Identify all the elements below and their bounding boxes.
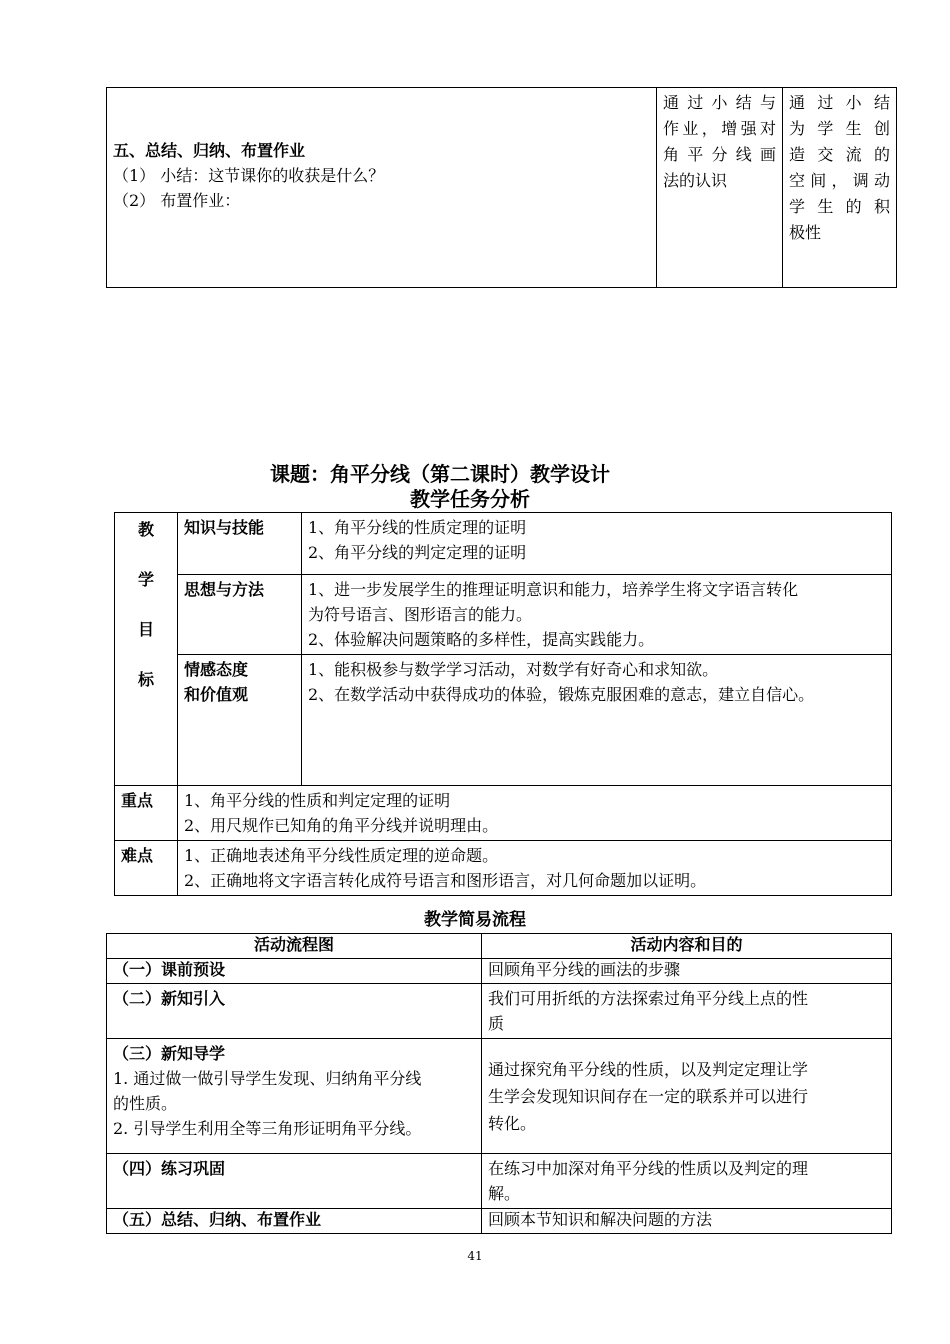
teaching-goal-label: 教 学 目 标	[115, 513, 178, 786]
goal-content: 1、进一步发展学生的推理证明意识和能力，培养学生将文字语言转化 为符号语言、图形语言的能力。 2、体验解决问题策略的多样性，提高实践能力。	[302, 575, 892, 655]
flow-title: 教学简易流程	[424, 910, 526, 930]
intent-line: 极性	[789, 223, 822, 242]
goal-category-label: 情感态度 和价值观	[178, 655, 302, 786]
summary-intent-cell	[783, 88, 897, 288]
difficulties-label: 难点	[115, 841, 178, 896]
flow-content: 回顾本节知识和解决问题的方法	[482, 1209, 892, 1234]
flow-header: 活动内容和目的	[482, 934, 892, 959]
flow-stage: （二）新知引入	[107, 984, 482, 1039]
top-summary-table	[106, 87, 897, 288]
flow-content: 通过探究角平分线的性质，以及判定定理让学 生学会发现知识间存在一定的联系并可以进行 转化。	[482, 1039, 892, 1154]
flow-stage: （三）新知导学	[113, 1044, 226, 1063]
flow-header: 活动流程图	[107, 934, 482, 959]
flow-stage: （四）练习巩固	[107, 1154, 482, 1209]
summary-purpose-cell	[657, 88, 783, 288]
page-number: 41	[467, 1249, 483, 1263]
summary-heading: 五、总结、归纳、布置作业	[113, 141, 306, 160]
intent-line: 为学生创	[789, 119, 890, 138]
summary-cell	[107, 88, 657, 288]
difficulties-content: 1、正确地表述角平分线性质定理的逆命题。 2、正确地将文字语言转化成符号语言和图形语言，对几何命题加以证明。	[178, 841, 892, 896]
purpose-line: 角平分线画	[663, 145, 776, 164]
purpose-line: 通过小结与	[663, 93, 776, 112]
goal-category-label: 思想与方法	[178, 575, 302, 655]
flow-content: 我们可用折纸的方法探索过角平分线上点的性 质	[482, 984, 892, 1039]
intent-line: 学生的积	[789, 197, 890, 216]
flow-content: 回顾角平分线的画法的步骤	[482, 959, 892, 984]
purpose-line: 作业，增强对	[663, 119, 776, 138]
key-points-content: 1、角平分线的性质和判定定理的证明 2、用尺规作已知角的角平分线并说明理由。	[178, 786, 892, 841]
summary-item: （2） 布置作业：	[113, 191, 241, 210]
intent-line: 通过小结	[789, 93, 890, 112]
intent-line: 造交流的	[789, 145, 890, 164]
page-title: 课题：角平分线（第二课时）教学设计	[270, 462, 610, 486]
purpose-line: 法的认识	[663, 171, 728, 190]
flow-stage: （五）总结、归纳、布置作业	[107, 1209, 482, 1234]
section-subtitle: 教学任务分析	[410, 487, 530, 511]
flow-table	[106, 933, 892, 1234]
flow-stage-detailed: （三）新知导学 1. 通过做一做引导学生发现、归纳角平分线 的性质。 2. 引导学生利用全等三角形证明角平分线。	[107, 1039, 482, 1154]
task-analysis-table	[114, 512, 892, 896]
flow-stage: （一）课前预设	[107, 959, 482, 984]
flow-content: 在练习中加深对角平分线的性质以及判定的理 解。	[482, 1154, 892, 1209]
goal-category-label: 知识与技能	[178, 513, 302, 575]
summary-item: （1） 小结：这节课你的收获是什么？	[113, 166, 385, 185]
goal-content: 1、能积极参与数学学习活动，对数学有好奇心和求知欲。 2、在数学活动中获得成功的体验，锻炼克服困难的意志，建立自信心。	[302, 655, 892, 786]
key-points-label: 重点	[115, 786, 178, 841]
goal-content: 1、角平分线的性质定理的证明 2、角平分线的判定定理的证明	[302, 513, 892, 575]
intent-line: 空间，调动	[789, 171, 890, 190]
